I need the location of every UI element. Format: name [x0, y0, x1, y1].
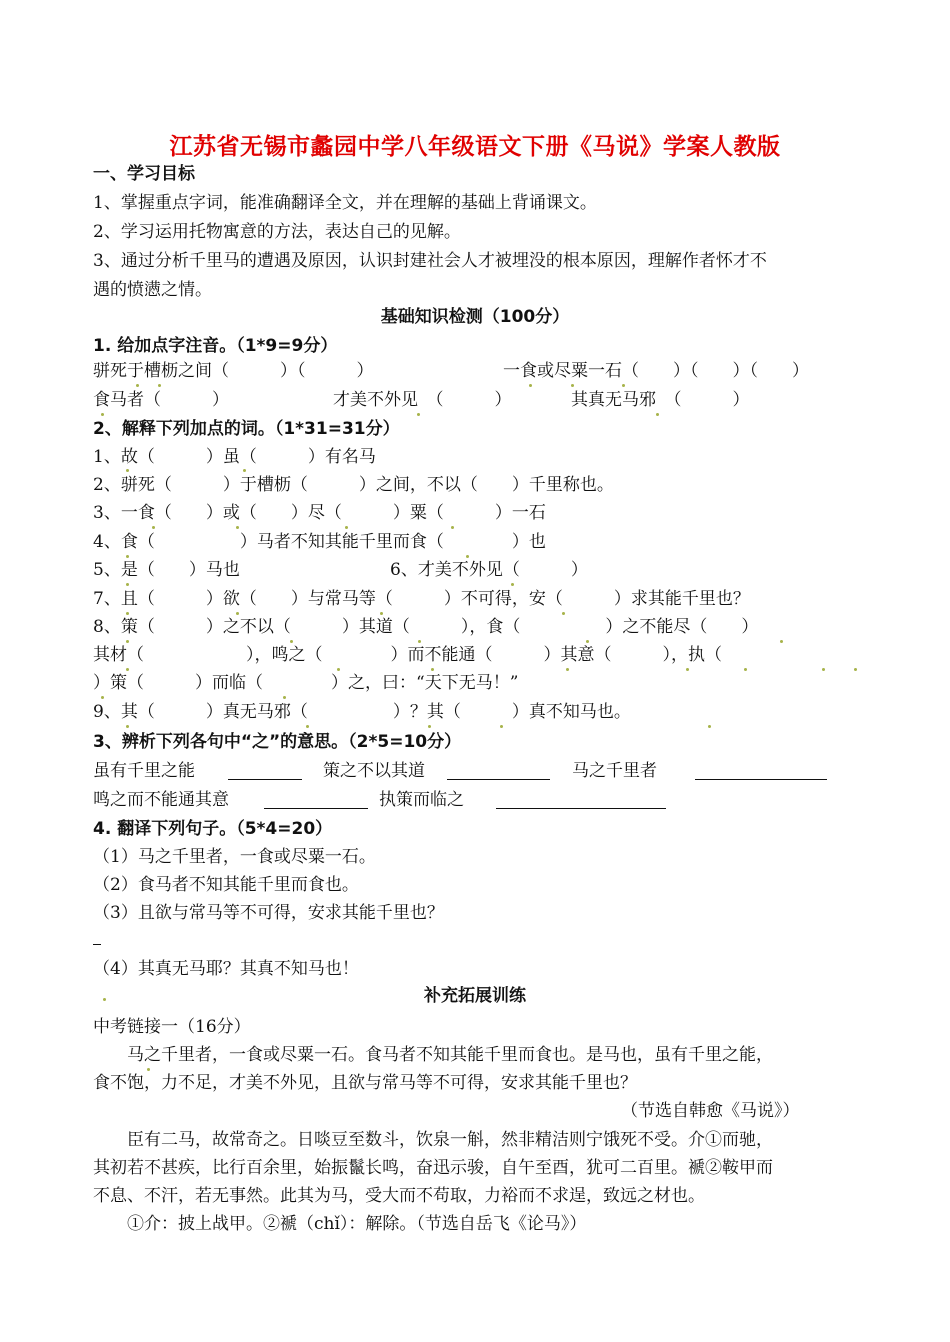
- q2-line: 4、食（ ）马者不知其能千里而食（ ）也: [93, 532, 546, 552]
- footnote: ①介：披上战甲。②褫（chǐ）：解除。（节选自岳飞《论马》）: [93, 1214, 587, 1234]
- answer-blank[interactable]: [695, 779, 827, 780]
- q3-item: 执策而临之: [379, 790, 464, 810]
- answer-blank[interactable]: [447, 779, 550, 780]
- emphasis-dot: [431, 668, 434, 671]
- emphasis-dot: [147, 1068, 150, 1071]
- emphasis-dot: [428, 725, 431, 728]
- q4-item: （1）马之千里者，一食或尽粟一石。: [93, 847, 376, 867]
- q4-heading: 4. 翻译下列句子。（5*4=20）: [93, 819, 333, 839]
- emphasis-dot: [417, 413, 420, 416]
- passage-line: 食不饱，力不足，才美不外见，且欲与常马等不可得，安求其能千里也？: [93, 1073, 637, 1093]
- q2-line: 6、才美不外见（ ）: [390, 560, 588, 580]
- answer-blank[interactable]: [264, 808, 368, 809]
- q2-line: 其材（ ），鸣之（ ）而不能通（ ）其意（ ），执（: [93, 645, 756, 665]
- emphasis-dot: [243, 469, 246, 472]
- goal-item: 3、通过分析千里马的遭遇及原因，认识封建社会人才被埋没的根本原因，理解作者怀才不: [93, 251, 767, 271]
- stray-underline-mark: [93, 944, 101, 945]
- q2-line: 1、故（ ）虽（ ）有名马: [93, 447, 376, 467]
- q3-item: 马之千里者: [572, 761, 657, 781]
- emphasis-dot: [126, 668, 129, 671]
- emphasis-dot: [126, 725, 129, 728]
- passage-line: 马之千里者，一食或尽粟一石。食马者不知其能千里而食也。是马也，虽有千里之能，: [93, 1045, 773, 1065]
- page-title: 江苏省无锡市蠡园中学八年级语文下册《马说》学案人教版: [169, 134, 781, 160]
- extension-heading: 补充拓展训练: [424, 986, 526, 1006]
- passage-line: 臣有二马，故常奇之。日啖豆至数斗，饮泉一斛，然非精洁则宁饿死不受。介①而驰，: [93, 1130, 773, 1150]
- goals-heading: 一、学习目标: [93, 164, 195, 184]
- basic-test-heading: 基础知识检测（100分）: [380, 307, 570, 327]
- emphasis-dot: [451, 526, 454, 529]
- emphasis-dot: [236, 612, 239, 615]
- goal-item: 1、掌握重点字词，能准确翻译全文，并在理解的基础上背诵课文。: [93, 193, 597, 213]
- q3-item: 鸣之而不能通其意: [93, 790, 229, 810]
- emphasis-dot: [380, 612, 383, 615]
- goal-item: 2、学习运用托物寓意的方法，表达自己的见解。: [93, 222, 461, 242]
- answer-blank[interactable]: [228, 779, 302, 780]
- q3-item: 策之不以其道: [323, 761, 425, 781]
- emphasis-dot: [126, 555, 129, 558]
- q3-item: 虽有千里之能: [93, 761, 195, 781]
- q1-item: 食马者（ ）: [93, 390, 229, 410]
- q2-line: 7、且（ ）欲（ ）与常马等（ ）不可得，安（ ）求其能千里也？: [93, 589, 750, 609]
- passage-source: （节选自韩愈《马说》）: [621, 1101, 800, 1121]
- emphasis-dot: [656, 413, 659, 416]
- q2-line: 3、一食（ ）或（ ）尽（ ）粟（ ）一石: [93, 503, 546, 523]
- emphasis-dot: [418, 640, 421, 643]
- emphasis-dot: [136, 384, 139, 387]
- q3-heading: 3、辨析下列各句中“之”的意思。（2*5=10分）: [93, 732, 462, 752]
- q1-item: 一食或尽粟一石（ ）（ ）（ ）: [503, 361, 809, 381]
- q2-line: 9、其（ ）真无马邪（ ）？其（ ）真不知马也。: [93, 702, 631, 722]
- emphasis-dot: [126, 469, 129, 472]
- emphasis-dot: [345, 526, 348, 529]
- q1-item: 才美不外见 （ ）: [333, 390, 512, 410]
- emphasis-dot: [822, 668, 825, 671]
- exam-link-heading: 中考链接一（16分）: [93, 1017, 251, 1037]
- emphasis-dot: [283, 696, 286, 699]
- emphasis-dot: [152, 526, 155, 529]
- q4-item: （4）其真无马耶？其真不知马也！: [93, 959, 359, 979]
- q1-item: 其真无马邪 （ ）: [571, 390, 750, 410]
- emphasis-dot: [562, 612, 565, 615]
- emphasis-dot: [466, 555, 469, 558]
- emphasis-dot: [566, 668, 569, 671]
- goal-item: 遇的愤懑之情。: [93, 280, 212, 300]
- passage-line: 不息、不汗，若无事然。此其为马，受大而不苟取，力裕而不求逞，致远之材也。: [93, 1186, 705, 1206]
- emphasis-dot: [529, 384, 532, 387]
- emphasis-dot: [126, 640, 129, 643]
- q2-heading: 2、解释下列加点的词。（1*31=31分）: [93, 419, 400, 439]
- q2-line: 5、是（ ）马也: [93, 560, 240, 580]
- emphasis-dot: [290, 640, 293, 643]
- emphasis-dot: [780, 640, 783, 643]
- emphasis-dot: [500, 725, 503, 728]
- q2-line: 2、骈死（ ）于槽枥（ ）之间，不以（ ）千里称也。: [93, 475, 614, 495]
- q4-item: （2）食马者不知其能千里而食也。: [93, 875, 359, 895]
- emphasis-dot: [686, 668, 689, 671]
- q1-heading: 1. 给加点字注音。（1*9=9分）: [93, 336, 338, 356]
- emphasis-dot: [511, 583, 514, 586]
- emphasis-dot: [622, 384, 625, 387]
- answer-blank[interactable]: [496, 808, 666, 809]
- emphasis-dot: [236, 526, 239, 529]
- emphasis-dot: [126, 612, 129, 615]
- emphasis-dot: [744, 668, 747, 671]
- emphasis-dot: [158, 384, 161, 387]
- emphasis-dot: [571, 384, 574, 387]
- emphasis-dot: [101, 696, 104, 699]
- q2-line: 8、策（ ）之不以（ ）其道（ ），食（ ）之不能尽（ ）: [93, 617, 759, 637]
- emphasis-dot: [306, 725, 309, 728]
- emphasis-dot: [708, 725, 711, 728]
- q2-line: ）策（ ）而临（ ）之，曰：“天下无马！”: [93, 673, 519, 693]
- emphasis-dot: [337, 668, 340, 671]
- emphasis-dot: [101, 413, 104, 416]
- emphasis-dot: [854, 668, 857, 671]
- emphasis-dot: [586, 640, 589, 643]
- emphasis-dot: [126, 583, 129, 586]
- passage-line: 其初若不甚疾，比行百余里，始振鬣长鸣，奋迅示骏，自午至酉，犹可二百里。褫②鞍甲而: [93, 1158, 773, 1178]
- q4-item: （3）且欲与常马等不可得，安求其能千里也？: [93, 903, 444, 923]
- q1-item: 骈死于槽枥之间（ ）（ ）: [93, 361, 374, 381]
